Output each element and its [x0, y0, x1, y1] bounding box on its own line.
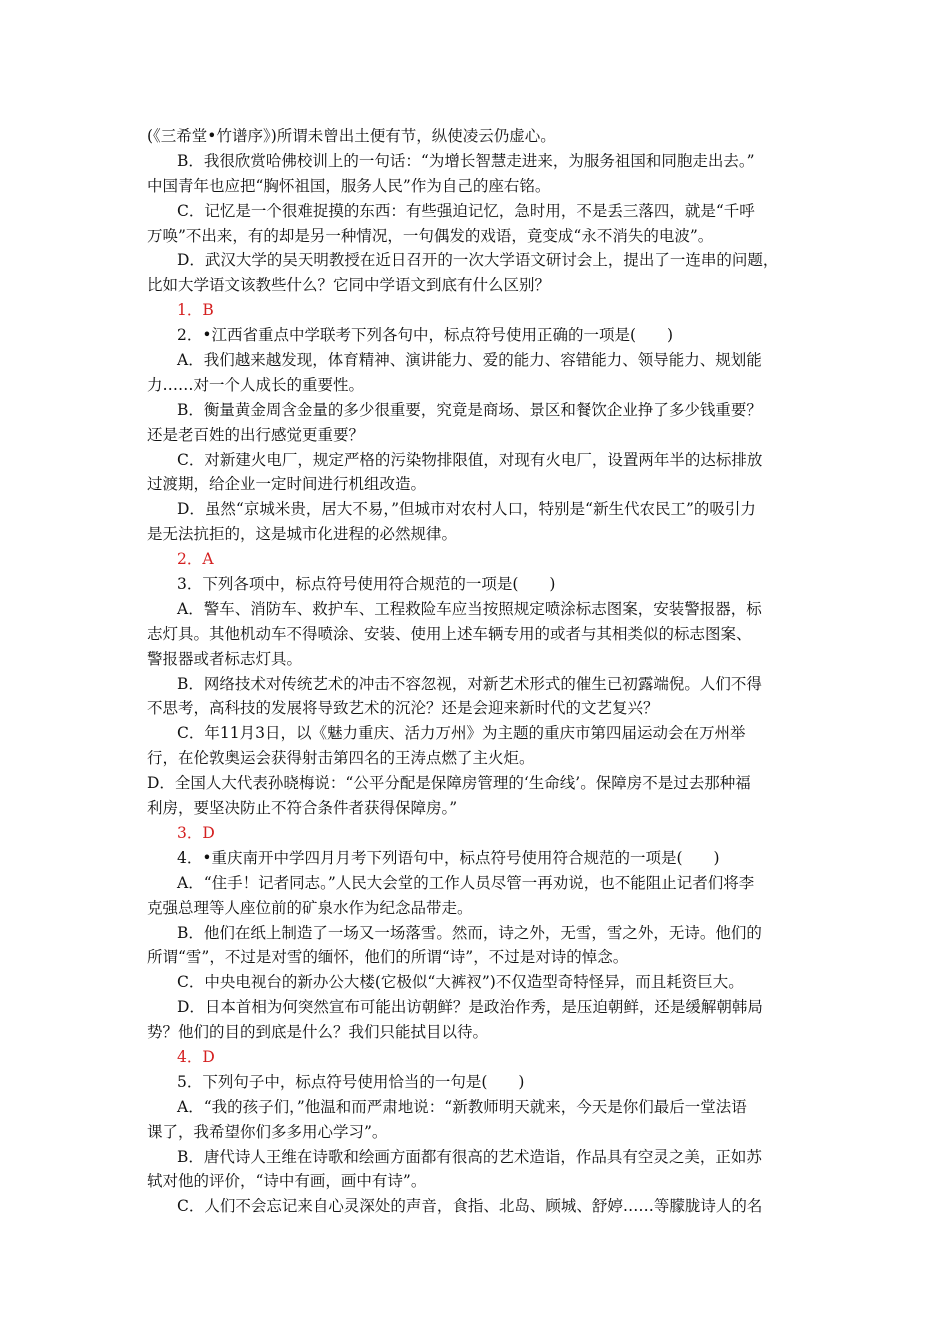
text-line: 势？他们的目的到底是什么？我们只能拭目以待。 — [147, 1023, 489, 1042]
text-line: C．年11月3日，以《魅力重庆、活力万州》为主题的重庆市第四届运动会在万州举 — [177, 724, 746, 743]
answer-line: 1．B — [177, 301, 214, 320]
text-line: C．记忆是一个很难捉摸的东西：有些强迫记忆，急时用，不是丢三落四，就是“千呼 — [177, 201, 755, 220]
text-line: A．警车、消防车、救护车、工程救险车应当按照规定喷涂标志图案，安装警报器，标 — [177, 599, 762, 618]
text-line: A．“住手！记者同志。”人民大会堂的工作人员尽管一再劝说，也不能阻止记者们将李 — [177, 873, 755, 892]
text-line: 2．•江西省重点中学联考下列各句中，标点符号使用正确的一项是( ) — [177, 326, 674, 345]
text-line: A．我们越来越发现，体育精神、演讲能力、爱的能力、容错能力、领导能力、规划能 — [177, 351, 762, 370]
text-line: D．日本首相为何突然宣布可能出访朝鲜？是政治作秀，是压迫朝鲜，还是缓解朝韩局 — [177, 998, 763, 1017]
text-line: 行，在伦敦奥运会获得射击第四名的王涛点燃了主火炬。 — [147, 749, 535, 768]
text-line: 警报器或者标志灯具。 — [147, 649, 303, 668]
text-line: 万唤”不出来，有的却是另一种情况，一句偶发的戏语，竟变成“永不消失的电波”。 — [147, 226, 714, 245]
text-line: B．唐代诗人王维在诗歌和绘画方面都有很高的艺术造诣，作品具有空灵之美，正如苏 — [177, 1147, 762, 1166]
text-line: 克强总理等人座位前的矿泉水作为纪念品带走。 — [147, 898, 473, 917]
text-line: C．对新建火电厂，规定严格的污染物排限值，对现有火电厂，设置两年半的达标排放 — [177, 450, 763, 469]
text-line: 志灯具。其他机动车不得喷涂、安装、使用上述车辆专用的或者与其相类似的标志图案、 — [147, 624, 752, 643]
text-line: 所谓“雪”，不过是对雪的缅怀，他们的所谓“诗”，不过是对诗的悼念。 — [147, 948, 629, 967]
document-body — [147, 124, 813, 1219]
text-line: B．我很欣赏哈佛校训上的一句话：“为增长智慧走进来，为服务祖国和同胞走出去。” — [177, 151, 755, 170]
text-line: 比如大学语文该教些什么？它同中学语文到底有什么区别？ — [147, 276, 551, 295]
text-line: 轼对他的评价，“诗中有画，画中有诗”。 — [147, 1172, 427, 1191]
text-line: 4．•重庆南开中学四月月考下列语句中，标点符号使用符合规范的一项是( ) — [177, 848, 720, 867]
text-line: C．人们不会忘记来自心灵深处的声音，食指、北岛、顾城、舒婷……等朦胧诗人的名 — [177, 1197, 763, 1216]
text-line: 3．下列各项中，标点符号使用符合规范的一项是( ) — [177, 575, 556, 594]
answer-line: 2．A — [177, 550, 214, 569]
text-line: 力……对一个人成长的重要性。 — [147, 375, 365, 394]
text-line: A．“我的孩子们，”他温和而严肃地说：“新教师明天就来，今天是你们最后一堂法语 — [177, 1097, 747, 1116]
text-line: B．他们在纸上制造了一场又一场落雪。然而，诗之外，无雪，雪之外，无诗。他们的 — [177, 923, 762, 942]
text-line: 过渡期，给企业一定时间进行机组改造。 — [147, 475, 427, 494]
text-line: D．虽然“京城米贵，居大不易，”但城市对农村人口，特别是“新生代农民工”的吸引力 — [177, 500, 756, 519]
text-line: 是无法抗拒的，这是城市化进程的必然规律。 — [147, 525, 458, 544]
text-line: 还是老百姓的出行感觉更重要？ — [147, 425, 365, 444]
text-line: 课了，我希望你们多多用心学习”。 — [147, 1122, 388, 1141]
text-line: B．衡量黄金周含金量的多少很重要，究竟是商场、景区和餐饮企业挣了多少钱重要？ — [177, 400, 762, 419]
text-line: D．全国人大代表孙晓梅说：“公平分配是保障房管理的‘生命线’。保障房不是过去那种福 — [147, 774, 751, 793]
answer-line: 4．D — [177, 1047, 215, 1066]
text-line: 利房，要坚决防止不符合条件者获得保障房。” — [147, 799, 458, 818]
text-line: 不思考，高科技的发展将导致艺术的沉沦？还是会迎来新时代的文艺复兴？ — [147, 699, 659, 718]
text-line: (《三希堂•竹谱序》)所谓未曾出土便有节，纵使凌云仍虚心。 — [147, 127, 556, 145]
text-line: C．中央电视台的新办公大楼(它极似“大裤衩”)不仅造型奇特怪异，而且耗资巨大。 — [177, 973, 744, 992]
text-line: B．网络技术对传统艺术的冲击不容忽视，对新艺术形式的催生已初露端倪。人们不得 — [177, 674, 762, 693]
text-line: D．武汉大学的吴天明教授在近日召开的一次大学语文研讨会上，提出了一连串的问题， — [177, 251, 779, 270]
answer-line: 3．D — [177, 823, 215, 842]
text-line: 5．下列句子中，标点符号使用恰当的一句是( ) — [177, 1072, 525, 1091]
text-line: 中国青年也应把“胸怀祖国，服务人民”作为自己的座右铭。 — [147, 176, 551, 195]
